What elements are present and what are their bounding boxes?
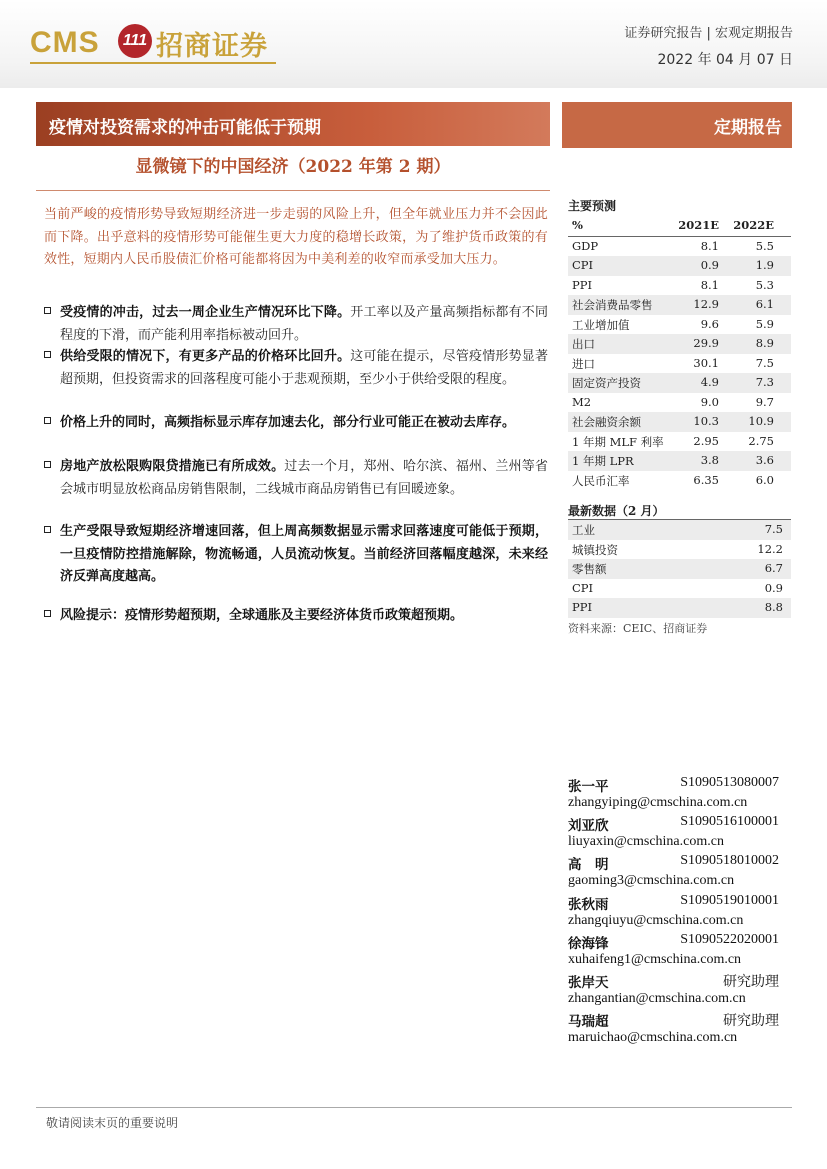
table-row (568, 579, 791, 599)
row-label: 工业增加值 (572, 317, 630, 332)
cell-2022e: 10.9 (748, 414, 774, 428)
row-value: 6.7 (764, 561, 783, 575)
table-row (568, 354, 791, 374)
cell-2022e: 9.7 (755, 394, 774, 409)
row-label: 社会消费品零售 (572, 298, 653, 312)
bullet-bold: 价格上升的同时，高频指标显示库存加速去化，部分行业可能正在被动去库存。 (60, 415, 516, 430)
row-label: 出口 (572, 337, 595, 351)
table-row (568, 237, 791, 257)
cell-2021e: 29.9 (693, 336, 719, 350)
table-header-row (568, 216, 791, 237)
bullet-item (44, 412, 548, 435)
row-label: 社会融资余额 (572, 415, 641, 429)
row-value: 8.8 (764, 600, 783, 614)
analyst-name: 张秋雨 (568, 896, 609, 913)
cell-2022e: 7.3 (755, 375, 774, 389)
cell-2022e: 6.0 (755, 472, 774, 487)
logo-underline (30, 62, 276, 64)
checkbox-bullet-icon (44, 461, 51, 468)
logo-emblem: 111 (118, 24, 152, 58)
cell-2021e: 6.35 (693, 472, 719, 487)
analyst-email[interactable]: maruichao@cmschina.com.cn (568, 1030, 738, 1046)
table-row (568, 540, 791, 560)
analyst-role: 研究助理 (723, 974, 779, 990)
company-logo (30, 22, 290, 66)
analyst-role: 研究助理 (723, 1014, 779, 1030)
analyst-list (568, 775, 783, 1049)
header-cell: % (572, 218, 583, 232)
cell-2021e: 4.9 (700, 375, 719, 389)
table-row (568, 412, 791, 432)
cell-2021e: 9.6 (700, 316, 719, 331)
bullet-item (44, 521, 548, 589)
category-bar (562, 102, 792, 148)
analyst-email[interactable]: gaoming3@cmschina.com.cn (568, 873, 735, 889)
table-row (568, 520, 791, 540)
bullet-text: 这可能在提示，尽管疫情形势显著超预期，但投资需求的回落程度可能小于悲观预期，至少小于供给受限的程度。 (60, 349, 548, 387)
checkbox-bullet-icon (44, 351, 51, 358)
cell-2022e: 3.6 (755, 453, 774, 467)
cell-2022e: 8.9 (755, 336, 774, 350)
bullet-text: 开工率以及产量高频指标都有不同程度的下滑，而产能利用率指标被动回升。 (60, 305, 548, 343)
forecast-table (568, 216, 791, 490)
analyst-id: S1090519010001 (680, 892, 779, 908)
row-label: 工业 (572, 523, 595, 537)
cell-2021e: 3.8 (700, 453, 719, 467)
header-cell: 2021E (678, 218, 719, 232)
analyst-name: 马瑞超 (568, 1014, 609, 1031)
forecast-title: 主要预测 (568, 199, 617, 213)
analyst-name: 张岸天 (568, 974, 609, 991)
table-row (568, 559, 791, 579)
bullet-item (44, 302, 548, 347)
analyst-entry (568, 1010, 783, 1049)
title-bar (36, 102, 550, 146)
bullet-bold: 受疫情的冲击，过去一周企业生产情况环比下降。 (60, 305, 351, 320)
report-date: 2022 年 04 月 07 日 (657, 52, 793, 68)
row-label: 城镇投资 (572, 542, 618, 557)
footer-note: 敬请阅读末页的重要说明 (46, 1116, 179, 1130)
table-row (568, 393, 791, 413)
row-label: PPI (572, 277, 593, 292)
table-row (568, 451, 791, 471)
analyst-email[interactable]: zhangyiping@cmschina.com.cn (568, 795, 748, 810)
row-value: 12.2 (757, 541, 783, 556)
row-label: 人民币汇率 (572, 473, 630, 488)
cell-2022e: 7.5 (755, 355, 774, 370)
table-row (568, 276, 791, 296)
subtitle-divider (36, 190, 550, 191)
row-label: 零售额 (572, 562, 607, 576)
report-subtitle: 显微镜下的中国经济（2022 年第 2 期） (135, 157, 451, 177)
row-label: GDP (572, 238, 599, 253)
table-row (568, 471, 791, 491)
row-value: 0.9 (764, 580, 783, 595)
report-title: 疫情对投资需求的冲击可能低于预期 (49, 118, 321, 138)
cell-2021e: 8.1 (700, 277, 719, 292)
analyst-id: S1090518010002 (680, 853, 779, 869)
bullet-bold: 生产受限导致短期经济增速回落，但上周高频数据显示需求回落速度可能低于预期，一旦疫情防控措施解除，物流畅通，人员流动恢复。当前经济回落幅度越深，未来经济反弹高度越高。 (60, 524, 548, 584)
row-label: 1 年期 LPR (572, 454, 634, 468)
bullet-bold: 房地产放松限购限贷措施已有所成效。 (60, 459, 285, 474)
logo-latin: CMS (30, 26, 100, 59)
analyst-entry (568, 971, 783, 1010)
row-label: 固定资产投资 (572, 376, 641, 390)
cell-2022e: 2.75 (748, 433, 774, 448)
row-label: CPI (572, 580, 594, 595)
risk-text: 疫情形势超预期，全球通胀及主要经济体货币政策超预期。 (125, 608, 464, 623)
cell-2021e: 10.3 (693, 414, 719, 428)
analyst-email[interactable]: zhangqiuyu@cmschina.com.cn (568, 912, 744, 928)
row-label: M2 (572, 394, 592, 409)
row-label: PPI (572, 600, 593, 614)
row-label: CPI (572, 258, 594, 272)
cell-2022e: 5.9 (755, 316, 774, 331)
cell-2021e: 8.1 (700, 238, 719, 253)
cell-2021e: 30.1 (693, 355, 719, 370)
table-row (568, 295, 791, 315)
table-row (568, 432, 791, 452)
report-type: 证券研究报告 | 宏观定期报告 (624, 26, 793, 41)
checkbox-bullet-icon (44, 610, 51, 617)
table-row (568, 373, 791, 393)
cell-2021e: 2.95 (693, 433, 719, 448)
bullet-bold: 供给受限的情况下，有更多产品的价格环比回升。 (60, 349, 351, 364)
cell-2021e: 9.0 (700, 394, 719, 409)
latest-data-title: 最新数据（2 月） (568, 504, 665, 518)
bullet-item (44, 346, 548, 391)
footer-divider (36, 1107, 792, 1108)
analyst-entry (568, 893, 783, 932)
cell-2021e: 12.9 (693, 297, 719, 311)
row-value: 7.5 (764, 522, 783, 536)
analyst-name: 高 明 (568, 857, 609, 874)
analyst-name: 徐海锋 (568, 935, 609, 952)
risk-warning (44, 605, 548, 628)
checkbox-bullet-icon (44, 526, 51, 533)
table-row (568, 598, 791, 618)
bullet-item (44, 456, 548, 501)
checkbox-bullet-icon (44, 307, 51, 314)
bullet-text: 过去一个月，郑州、哈尔滨、福州、兰州等省会城市明显放松商品房销售限制，二线城市商品房销售已有回暖迹象。 (60, 459, 548, 497)
risk-label: 风险提示： (60, 608, 126, 623)
cell-2022e: 5.5 (755, 238, 774, 253)
data-source-note: 资料来源：CEIC、招商证券 (568, 622, 708, 635)
analyst-entry (568, 814, 783, 853)
header-cell: 2022E (733, 218, 774, 232)
row-label: 进口 (572, 356, 595, 371)
checkbox-bullet-icon (44, 417, 51, 424)
cell-2022e: 5.3 (755, 277, 774, 292)
analyst-id: S1090522020001 (680, 931, 779, 947)
analyst-entry (568, 932, 783, 971)
latest-data-table (568, 519, 791, 618)
table-row (568, 334, 791, 354)
analyst-email[interactable]: xuhaifeng1@cmschina.com.cn (568, 951, 742, 967)
analyst-email[interactable]: zhangantian@cmschina.com.cn (568, 990, 746, 1006)
analyst-entry (568, 853, 783, 892)
analyst-id: S1090513080007 (680, 775, 779, 790)
cell-2022e: 1.9 (755, 258, 774, 272)
table-row (568, 256, 791, 276)
report-category: 定期报告 (714, 118, 782, 138)
summary-paragraph: 当前严峻的疫情形势导致短期经济进一步走弱的风险上升，但全年就业压力并不会因此而下降。出乎意料的疫情形势可能催生更大力度的稳增长政策，为了维护货币政策的有效性，短期内人民币股债汇价格可能都将因为中美利差的收窄而承受加大压力。 (44, 207, 548, 267)
analyst-name: 张一平 (568, 779, 609, 795)
table-row (568, 315, 791, 335)
logo-chinese: 招商证券 (156, 31, 268, 62)
analyst-name: 刘亚欣 (568, 818, 609, 835)
cell-2021e: 0.9 (700, 258, 719, 272)
analyst-id: S1090516100001 (680, 814, 779, 830)
analyst-email[interactable]: liuyaxin@cmschina.com.cn (568, 834, 724, 850)
analyst-entry (568, 775, 783, 814)
cell-2022e: 6.1 (755, 297, 774, 311)
row-label: 1 年期 MLF 利率 (572, 434, 664, 449)
